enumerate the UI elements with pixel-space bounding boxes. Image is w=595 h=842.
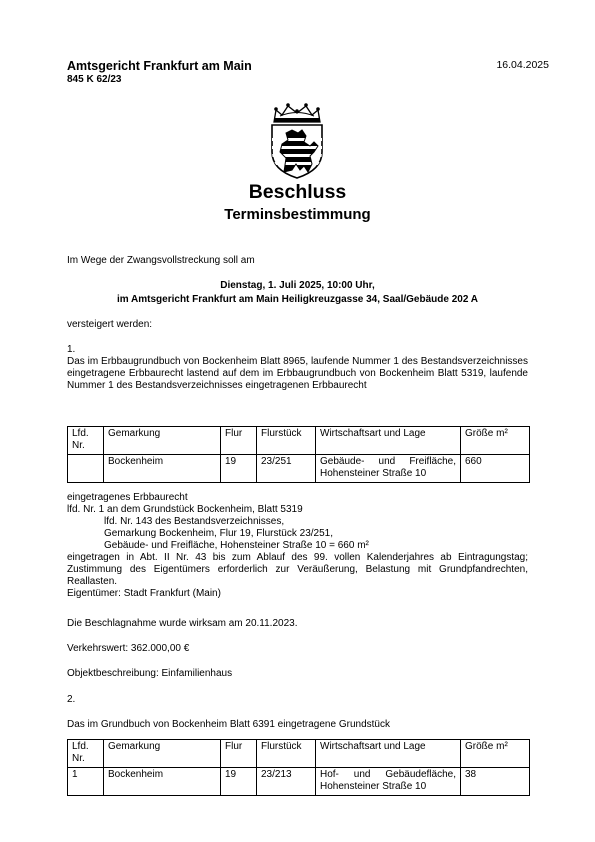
detail-line: eingetragenes Erbbaurecht xyxy=(67,492,188,503)
header-groesse: Größe m² xyxy=(461,427,530,455)
hessen-coat-of-arms-icon xyxy=(262,100,332,180)
document-date: 16.04.2025 xyxy=(496,59,549,71)
appointment-date: Dienstag, 1. Juli 2025, 10:00 Uhr, xyxy=(220,280,375,291)
header-wirtschaftsart: Wirtschaftsart und Lage xyxy=(316,740,461,768)
auction-text: versteigert werden: xyxy=(67,319,153,330)
cell-lfd-nr: 1 xyxy=(68,768,104,796)
cell-gemarkung: Bockenheim xyxy=(104,768,221,796)
court-name: Amtsgericht Frankfurt am Main xyxy=(67,59,252,73)
lot-1-description: Das im Erbbaugrundbuch von Bockenheim Blatt 8965, laufende Nummer 1 des Bestandsverzeichnisses eingetragene Erbbaurecht lastend auf dem im Erbbaugrundbuch von Bockenheim Blatt 5319, laufende Nummer 1 des Bestandsverzeichnisses eingetragenen Erbbaurecht xyxy=(67,356,528,391)
lot-1-value: Verkehrswert: 362.000,00 € xyxy=(67,643,190,654)
cell-wirtschaftsart: Hof- und Gebäudefläche, Hohensteiner Straße 10 xyxy=(316,768,461,796)
cell-lfd-nr xyxy=(68,455,104,483)
detail-line: Gebäude- und Freifläche, Hohensteiner Straße 10 = 660 m² xyxy=(104,540,369,551)
detail-line: eingetragen in Abt. II Nr. 43 bis zum Ablauf des 99. vollen Kalenderjahres ab Eintragungstag; Zustimmung des Eigentümers erforderlich zur Veräußerung, Belastung mit Grundpfandrechten, Reallasten. xyxy=(67,552,528,587)
cell-flurstueck: 23/251 xyxy=(257,455,316,483)
table-row xyxy=(68,455,530,483)
detail-line: Eigentümer: Stadt Frankfurt (Main) xyxy=(67,588,221,599)
cell-gemarkung: Bockenheim xyxy=(104,455,221,483)
detail-line: lfd. Nr. 1 an dem Grundstück Bockenheim, Blatt 5319 xyxy=(67,504,303,515)
cell-flur: 19 xyxy=(221,455,257,483)
lot-1-details xyxy=(67,492,528,600)
lot-2-description: Das im Grundbuch von Bockenheim Blatt 6391 eingetragene Grundstück xyxy=(67,719,390,730)
detail-line: lfd. Nr. 143 des Bestandsverzeichnisses, xyxy=(104,516,285,527)
appointment-place: im Amtsgericht Frankfurt am Main Heiligkreuzgasse 34, Saal/Gebäude 202 A xyxy=(116,294,479,305)
table-row xyxy=(68,768,530,796)
lot-1-seizure: Die Beschlagnahme wurde wirksam am 20.11.2023. xyxy=(67,618,298,629)
header-wirtschaftsart: Wirtschaftsart und Lage xyxy=(316,427,461,455)
header-gemarkung: Gemarkung xyxy=(104,427,221,455)
detail-line: Gemarkung Bockenheim, Flur 19, Flurstück 23/251, xyxy=(104,528,333,539)
document-title: Beschluss xyxy=(248,181,347,203)
header-groesse: Größe m² xyxy=(461,740,530,768)
header-gemarkung: Gemarkung xyxy=(104,740,221,768)
header-lfd-nr: Lfd. Nr. xyxy=(68,427,104,455)
cell-groesse: 660 xyxy=(461,455,530,483)
cell-flur: 19 xyxy=(221,768,257,796)
lot-2-table xyxy=(67,739,530,796)
cell-groesse: 38 xyxy=(461,768,530,796)
header-lfd-nr: Lfd. Nr. xyxy=(68,740,104,768)
header-flurstueck: Flurstück xyxy=(257,427,316,455)
table-header-row xyxy=(68,740,530,768)
lot-1-table xyxy=(67,426,530,483)
lot-1-number: 1. xyxy=(67,344,76,355)
header-flurstueck: Flurstück xyxy=(257,740,316,768)
table-header-row xyxy=(68,427,530,455)
document-subtitle: Terminsbestimmung xyxy=(224,206,371,223)
header-flur: Flur xyxy=(221,740,257,768)
case-number: 845 K 62/23 xyxy=(67,74,122,85)
intro-text: Im Wege der Zwangsvollstreckung soll am xyxy=(67,255,255,266)
cell-wirtschaftsart: Gebäude- und Freifläche, Hohensteiner Straße 10 xyxy=(316,455,461,483)
header-flur: Flur xyxy=(221,427,257,455)
cell-flurstueck: 23/213 xyxy=(257,768,316,796)
lot-1-object: Objektbeschreibung: Einfamilienhaus xyxy=(67,668,233,679)
lot-2-number: 2. xyxy=(67,694,76,705)
